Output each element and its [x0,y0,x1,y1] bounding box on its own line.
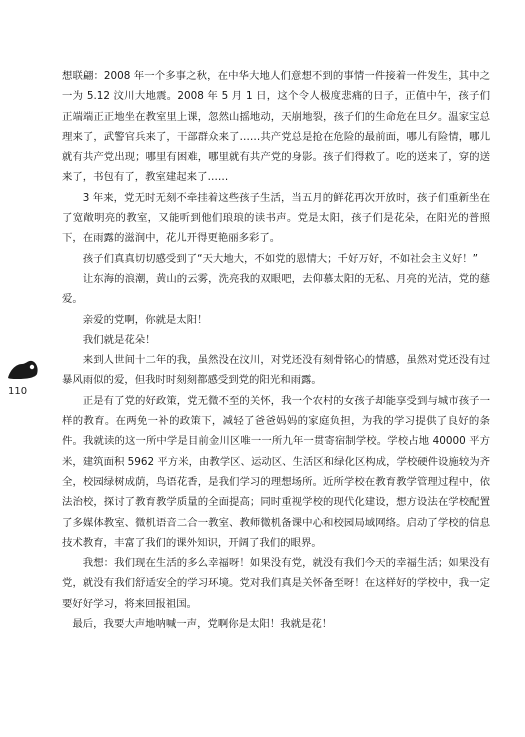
paragraph-5: 亲爱的党啊，你就是太阳！ [82,313,208,326]
paragraph-6: 我们就是花朵！ [82,333,156,346]
paragraph-9: 我想：我们现在生活的多么幸福呀！如果没有党，就没有我们今天的幸福生活；如果没有党，就没有我们舒适安全的学习环境。党对我们真是关怀备至呀！在这样好的学校中，我一定要好好学习，将来回报祖国。 [62,557,490,610]
paragraph-1: 想联翩：2008 年一个多事之秋，在中华大地人们意想不到的事情一件接着一件发生，其中之一为 5.12 汶川大地震。2008 年 5 月 1 日，这个令人极度悲痛的日子，正值中午，孩子们正端端正正地坐在教室里上课，忽然山摇地动，天崩地裂，孩子们的生命危在旦夕。温家宝总理来了，武警官兵来了，干部群众来了……共产党总是抢在危险的最前面，哪儿有险情，哪儿就有共产党出现；哪里有困难，哪里就有共产党的身影。孩子们得救了。吃的送来了，穿的送来了，书包有了，教室建起来了…… [62,70,490,184]
page-body [62,66,490,634]
paragraph-4: 让东海的浪潮，黄山的云雾，洗亮我的双眼吧，去仰慕太阳的无私、月亮的光洁，党的慈爱。 [62,272,490,306]
paragraph-3: 孩子们真真切切感受到了“天大地大，不如党的恩情大；千好万好，不如社会主义好！” [82,252,479,265]
ink-stain-icon [6,358,40,380]
paragraph-7: 来到人世间十二年的我，虽然没在汶川，对党还没有刻骨铭心的情感，虽然对党还没有过暴风雨似的爱，但我时时刻刻都感受到党的阳光和雨露。 [62,354,490,387]
page-number: 110 [8,386,28,397]
paragraph-10: 最后，我要大声地呐喊一声，党啊你是太阳！我就是花！ [72,618,333,631]
paragraph-2: 3 年来，党无时无刻不牵挂着这些孩子生活，当五月的鲜花再次开放时，孩子们重新坐在了宽敞明亮的教室，又能听到他们琅琅的读书声。党是太阳，孩子们是花朵，在阳光的普照下，在雨露的滋润中，花儿开得更艳丽多彩了。 [62,191,490,245]
paragraph-8: 正是有了党的好政策，党无微不至的关怀，我一个农村的女孩子却能享受到与城市孩子一样的教育。在两免一补的政策下，减轻了爸爸妈妈的家庭负担，为我的学习提供了良好的条件。我就读的这一所中学是目前金川区唯一一所九年一贯寄宿制学校。学校占地 40000 平方米，建筑面积 5962 平方米，由教学区、运动区、生活区和绿化区构成，学校硬件设施较为齐全，校园绿树成荫，鸟语花香，是我们学习的理想场所。近所学校在教育教学管理过程中，依法治校，探讨了教育教学质量的全面提高；同时重视学校的现代化建设，想方设法在学校配置了多媒体教室、微机语音二合一教室、教师微机备课中心和校园局域网络。启动了学校的信息技术教育，丰富了我们的课外知识，开阔了我们的眼界。 [62,394,490,549]
